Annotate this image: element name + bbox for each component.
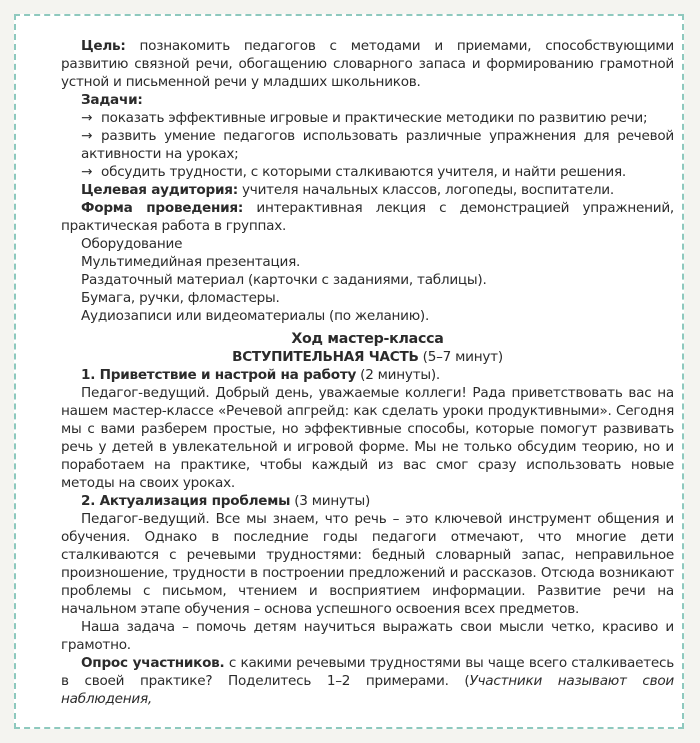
- goal-paragraph: [61, 37, 674, 91]
- intro-heading: [61, 348, 674, 366]
- task-item-1: [61, 109, 674, 127]
- audience-label: Целевая аудитория:: [81, 182, 238, 198]
- section2-heading: [61, 492, 674, 510]
- section2-title: 2. Актуализация проблемы: [81, 493, 291, 509]
- task-text: показать эффективные игровые и практические методики по развитию речи;: [101, 110, 648, 126]
- format-text: интерактивная лекция с демонстрацией упражнений, практическая работа в группах.: [61, 200, 674, 234]
- task-item-3: [61, 163, 674, 181]
- intro-duration: (5–7 минут): [418, 349, 503, 365]
- task-item-2: [61, 127, 674, 163]
- equipment-item: Мультимедийная презентация.: [81, 254, 301, 270]
- equipment-item: Бумага, ручки, фломастеры.: [81, 290, 280, 306]
- section2-task: Наша задача – помочь детям научиться выражать свои мысли четко, красиво и грамотно.: [61, 619, 674, 653]
- goal-label: Цель:: [81, 38, 126, 54]
- survey-label: Опрос участников.: [81, 655, 225, 671]
- equipment-item: Раздаточный материал (карточки с заданиями, таблицы).: [81, 272, 487, 288]
- tasks-label: Задачи:: [81, 92, 143, 108]
- goal-text: познакомить педагогов с методами и приемами, способствующими развитию связной речи, обогащению словарного запаса и формированию грамотной устной и письменной речи у младших школьников.: [61, 38, 674, 90]
- arrow-icon: →: [81, 164, 93, 180]
- course-title: Ход мастер-класса: [291, 331, 444, 347]
- survey-text: с какими речевыми трудностями вы чаще всего сталкиваетесь в своей практике? Поделитесь 1–2 примерами. (: [61, 655, 674, 689]
- task-text: развить умение педагогов использовать различные упражнения для речевой активности на уроках;: [81, 128, 674, 162]
- section1-title: 1. Приветствие и настрой на работу: [81, 367, 357, 383]
- format-paragraph: [61, 199, 674, 235]
- survey-paragraph: [61, 654, 674, 708]
- section1-heading: [61, 366, 674, 384]
- section1-duration: (2 минуты).: [356, 367, 440, 383]
- intro-title: ВСТУПИТЕЛЬНАЯ ЧАСТЬ: [232, 349, 419, 365]
- audience-text: учителя начальных классов, логопеды, воспитатели.: [237, 182, 614, 198]
- arrow-icon: →: [81, 110, 93, 126]
- section2-duration: (3 минуты): [290, 493, 370, 509]
- page-frame: [14, 14, 684, 729]
- format-label: Форма проведения:: [81, 200, 244, 216]
- arrow-icon: →: [81, 128, 93, 144]
- section1-text: Педагог-ведущий. Добрый день, уважаемые коллеги! Рада приветствовать вас на нашем мастер-классе «Речевой апгрейд: как сделать уроки продуктивными». Сегодня мы с вами разберем простые, но эффективные способы, которые помогут развивать речь у детей в увлекательной и игровой форме. Мы не только обсудим теорию, но и поработаем на практике, чтобы каждый из вас смог сразу использовать новые методы на своих уроках.: [61, 385, 674, 491]
- equipment-title: Оборудование: [81, 236, 183, 252]
- audience-paragraph: [61, 181, 674, 199]
- survey-italic: Участники называют свои наблюдения,: [61, 673, 674, 707]
- section2-text: Педагог-ведущий. Все мы знаем, что речь – это ключевой инструмент общения и обучения. Однако в последние годы педагоги отмечают, что многие дети сталкиваются с речевыми трудностями: бедный словарный запас, неправильное произношение, трудности в построении предложений и рассказов. Отсюда возникают проблемы с письмом, чтением и восприятием информации. Развитие речи на начальном этапе обучения – основа успешного освоения всех предметов.: [61, 511, 674, 617]
- equipment-item: Аудиозаписи или видеоматериалы (по желанию).: [81, 308, 430, 324]
- task-text: обсудить трудности, с которыми сталкиваются учителя, и найти решения.: [101, 164, 626, 180]
- document-body: [61, 37, 674, 708]
